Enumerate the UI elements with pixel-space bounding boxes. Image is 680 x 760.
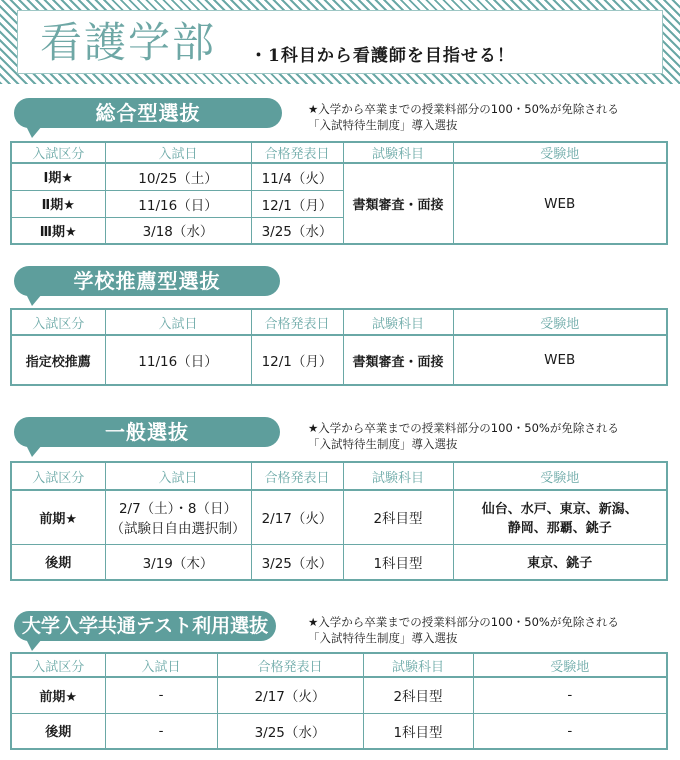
note-line1: ★入学から卒業までの授業料部分の100・50%が免除される <box>308 615 619 629</box>
note-line2: 「入試特待生制度」導入選抜 <box>308 118 458 132</box>
cell-place: - <box>473 713 667 749</box>
cell-date: 3/18（水） <box>105 217 251 244</box>
col-date: 入試日 <box>105 462 251 490</box>
table-kyotsu <box>10 652 668 750</box>
table-row <box>11 490 667 544</box>
cell-subject: 書類審査・面接 <box>343 335 453 385</box>
tokutai-note-ippan <box>308 420 619 452</box>
cell-kubun: Ⅱ期★ <box>11 190 105 217</box>
tokutai-note-sogo <box>308 101 619 133</box>
cell-kubun: 指定校推薦 <box>11 335 105 385</box>
col-date: 入試日 <box>105 653 217 677</box>
note-line2: 「入試特待生制度」導入選抜 <box>308 631 458 645</box>
cell-place: - <box>473 677 667 713</box>
section-title-suisen: 学校推薦型選抜 <box>14 266 280 296</box>
section-kyotsu <box>0 611 680 751</box>
col-place: 受験地 <box>453 309 667 335</box>
page-subtitle: ・1科目から看護師を目指せる！ <box>250 46 515 66</box>
col-date: 入試日 <box>105 309 251 335</box>
cell-subject: 1科目型 <box>363 713 473 749</box>
note-line1: ★入学から卒業までの授業料部分の100・50%が免除される <box>308 102 619 116</box>
cell-kubun: 前期★ <box>11 490 105 544</box>
cell-subject: 2科目型 <box>343 490 453 544</box>
col-subject: 試験科目 <box>343 142 453 163</box>
cell-date: 3/19（木） <box>105 544 251 580</box>
table-row <box>11 544 667 580</box>
cell-place: WEB <box>453 163 667 244</box>
col-result: 合格発表日 <box>251 142 343 163</box>
col-place: 受験地 <box>453 142 667 163</box>
cell-result: 2/17（火） <box>251 490 343 544</box>
cell-subject: 1科目型 <box>343 544 453 580</box>
col-kubun: 入試区分 <box>11 462 105 490</box>
cell-subject: 2科目型 <box>363 677 473 713</box>
col-result: 合格発表日 <box>251 462 343 490</box>
col-subject: 試験科目 <box>363 653 473 677</box>
cell-date: 11/16（日） <box>105 190 251 217</box>
cell-kubun: Ⅲ期★ <box>11 217 105 244</box>
col-subject: 試験科目 <box>343 462 453 490</box>
cell-place-line1: 仙台、水戸、東京、新潟、 <box>481 502 638 518</box>
cell-date-line2: （試験日自由選択制） <box>110 521 246 538</box>
header-box <box>17 10 663 74</box>
section-sogo <box>0 98 680 248</box>
section-suisen <box>0 266 680 392</box>
table-row <box>11 677 667 713</box>
tokutai-note-kyotsu <box>308 614 619 646</box>
col-subject: 試験科目 <box>343 309 453 335</box>
header-banner <box>0 0 680 84</box>
cell-subject: 書類審査・面接 <box>343 163 453 244</box>
table-suisen <box>10 308 668 386</box>
col-result: 合格発表日 <box>251 309 343 335</box>
cell-place <box>453 490 667 544</box>
col-date: 入試日 <box>105 142 251 163</box>
cell-result: 11/4（火） <box>251 163 343 190</box>
cell-date: - <box>105 713 217 749</box>
cell-result: 12/1（月） <box>251 335 343 385</box>
cell-kubun: 前期★ <box>11 677 105 713</box>
section-title-sogo: 総合型選抜 <box>14 98 282 128</box>
col-result: 合格発表日 <box>217 653 363 677</box>
cell-kubun: Ⅰ期★ <box>11 163 105 190</box>
cell-result: 3/25（水） <box>251 544 343 580</box>
section-title-kyotsu: 大学入学共通テスト利用選抜 <box>14 611 276 641</box>
cell-result: 2/17（火） <box>217 677 363 713</box>
section-title-ippan: 一般選抜 <box>14 417 280 447</box>
table-sogo <box>10 141 668 245</box>
cell-date: - <box>105 677 217 713</box>
table-row <box>11 163 667 190</box>
page-title: 看護学部 <box>40 18 217 67</box>
cell-kubun: 後期 <box>11 713 105 749</box>
cell-place: 東京、銚子 <box>453 544 667 580</box>
col-kubun: 入試区分 <box>11 142 105 163</box>
col-kubun: 入試区分 <box>11 309 105 335</box>
cell-date-line1: 2/7（土）・8（日） <box>118 501 238 518</box>
cell-result: 12/1（月） <box>251 190 343 217</box>
table-row <box>11 335 667 385</box>
table-ippan <box>10 461 668 581</box>
cell-date: 10/25（土） <box>105 163 251 190</box>
cell-date: 11/16（日） <box>105 335 251 385</box>
note-line1: ★入学から卒業までの授業料部分の100・50%が免除される <box>308 421 619 435</box>
cell-kubun: 後期 <box>11 544 105 580</box>
cell-place: WEB <box>453 335 667 385</box>
col-place: 受験地 <box>453 462 667 490</box>
table-row <box>11 713 667 749</box>
cell-result: 3/25（水） <box>217 713 363 749</box>
cell-result: 3/25（水） <box>251 217 343 244</box>
note-line2: 「入試特待生制度」導入選抜 <box>308 437 458 451</box>
col-place: 受験地 <box>473 653 667 677</box>
col-kubun: 入試区分 <box>11 653 105 677</box>
cell-place-line2: 静岡、那覇、銚子 <box>507 521 612 537</box>
cell-date <box>105 490 251 544</box>
section-ippan <box>0 417 680 587</box>
